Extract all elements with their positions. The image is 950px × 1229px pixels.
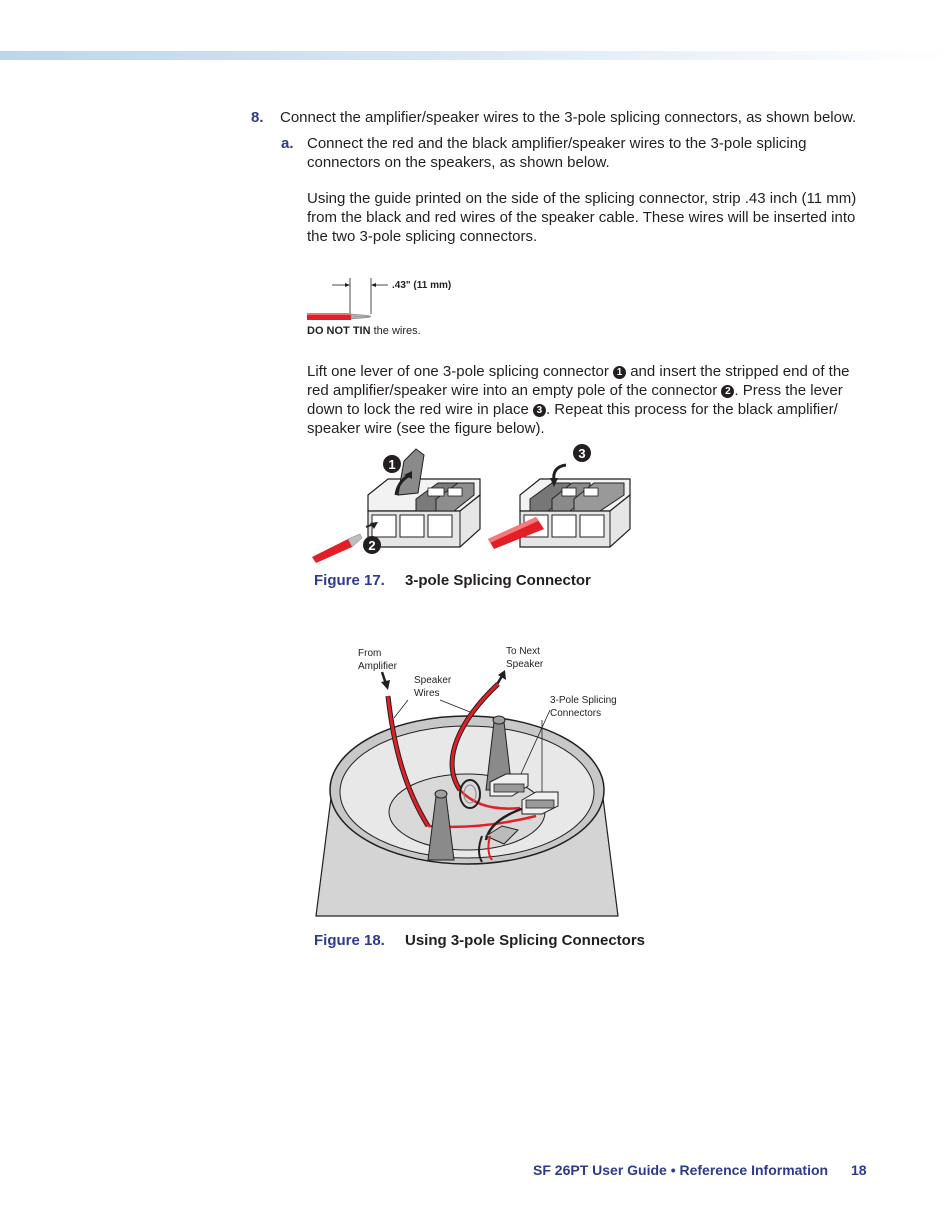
substep-letter: a. [281,135,294,152]
figure-17-caption [314,572,591,589]
callout-1: 1 [388,457,396,472]
lift-instructions [307,362,867,438]
do-not-tin-rest: the wires. [370,325,421,337]
label-from: From [358,648,382,659]
label-speaker: Speaker [506,659,544,670]
speaker-wiring-illustration [310,640,640,922]
do-not-tin-note [307,325,421,337]
badge-3: 3 [533,404,546,417]
lift-text-2: and insert the stripped end of the red amplifier/speaker wire into an empty pole of the connector [307,363,850,399]
wire-strip-figure [305,270,505,322]
figure-18-number: Figure 18. [314,932,385,949]
substep-text: Connect the red and the black amplifier/speaker wires to the 3-pole splicing connectors on the speakers, as shown below. [307,135,807,171]
label-speaker-wires-1: Speaker [414,675,452,686]
page-number: 18 [851,1162,867,1178]
splicing-connector-illustration [308,443,648,565]
figure-17-number: Figure 17. [314,572,385,589]
lift-text-1: Lift one lever of one 3-pole splicing connector [307,363,614,380]
connector-closed [520,465,630,547]
lift-text-4: . Repeat this process for the black amplifier/ speaker wire (see the figure below). [307,401,838,437]
callout-2: 2 [368,538,376,553]
page-footer [533,1162,867,1178]
badge-1: 1 [613,366,626,379]
badge-2: 2 [721,385,734,398]
step-text: Connect the amplifier/speaker wires to the 3-pole splicing connectors, as shown below. [280,109,857,126]
lift-text-3: . Press the lever down to lock the red wire in place [307,382,843,418]
figure-18-title: Using 3-pole Splicing Connectors [405,932,646,949]
figure-17-title: 3-pole Splicing Connector [405,572,591,589]
figure-18-caption [314,932,646,949]
footer-title: SF 26PT User Guide • Reference Information [533,1162,829,1178]
label-speaker-wires-2: Wires [414,688,440,699]
label-amplifier: Amplifier [358,661,397,672]
header-accent-bar [0,51,950,60]
strip-instructions: Using the guide printed on the side of the splicing connector, strip .43 inch (11 mm) from the black and red wires of the speaker cable. These wires will be inserted into the two 3-pole splicing connectors. [307,190,857,245]
callout-3: 3 [578,446,586,461]
strip-measurement: .43" (11 mm) [392,280,452,291]
label-to-next: To Next [506,646,540,657]
label-3pole-1: 3-Pole Splicing [550,695,617,706]
label-3pole-2: Connectors [550,708,602,719]
step-number: 8. [251,109,264,126]
do-not-tin-bold: DO NOT TIN [307,325,371,337]
